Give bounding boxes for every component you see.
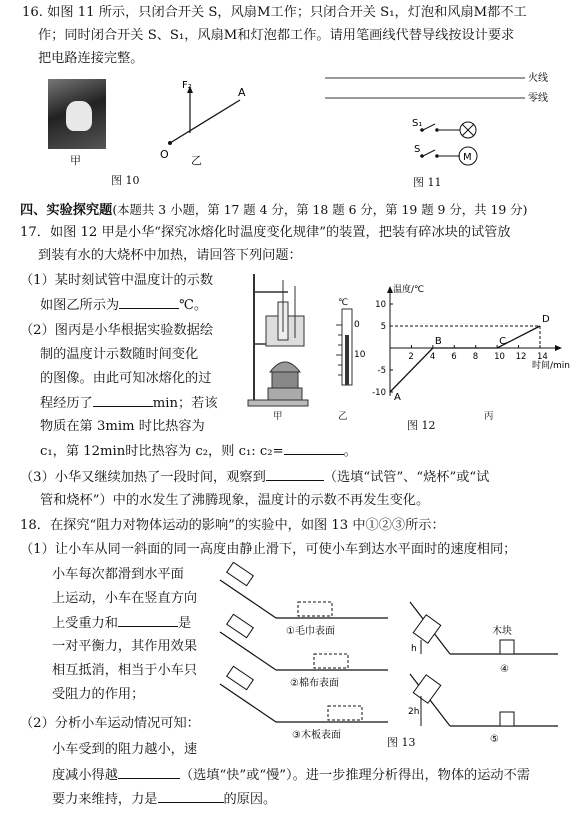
fig12-caption: 图 12 — [407, 419, 436, 432]
thermometer — [326, 295, 366, 405]
q16-line-3: 把电路连接完整。 — [38, 51, 144, 66]
x-tick-label-10: 10 — [494, 352, 505, 362]
y-tick-label--5: -5 — [377, 366, 386, 376]
q17-p1a: （1）某时刻试管中温度计的示数 — [20, 273, 214, 288]
x-tick-label-8: 8 — [472, 352, 479, 362]
q17-p2d2: min；若该 — [152, 396, 218, 411]
section4-title: 四、实验探究题 — [20, 203, 113, 218]
fig10-caption: 图 10 — [111, 174, 140, 187]
q17-p3a2: （选填“试管”、“烧杯”或“试 — [323, 470, 490, 485]
y-tick-label-10: 10 — [375, 300, 386, 310]
blank-heat-ratio[interactable] — [284, 441, 344, 455]
q18-p1b: 小车每次都滑到水平面 — [52, 567, 184, 582]
s-label: S — [414, 144, 421, 155]
surface-cotton: ②棉布表面 — [290, 678, 339, 689]
faucet-photo — [48, 79, 106, 149]
temperature-time-chart — [370, 282, 570, 407]
q18-p2d2: 的原因。 — [223, 792, 277, 807]
q17-p1c: ℃。 — [179, 298, 208, 313]
q17-p2a: （2）图丙是小华根据实验数据绘 — [20, 323, 214, 338]
fig12-label-jia: 甲 — [273, 411, 283, 422]
x-tick-label-2: 2 — [408, 352, 414, 362]
thermo-unit: ℃ — [338, 298, 349, 308]
q17-p2e: 物质在第 3mim 时比热容为 — [40, 419, 205, 434]
q18-line-1: 18．在探究“阻力对物体运动的影响”的实验中，如图 13 中①②③所示： — [20, 518, 445, 533]
q18-p2c2: （选填“快”或“慢”）。进一步推理分析得出，物体的运动不需 — [179, 768, 530, 783]
q17-p1b: 如图乙所示为 — [40, 298, 120, 313]
y-axis-label: 温度/℃ — [393, 285, 425, 295]
point-label-B: B — [434, 336, 442, 347]
section4-note: (本题共 3 小题，第 17 题 4 分，第 18 题 6 分，第 19 题 9 分，共 19 分) — [112, 202, 528, 217]
q18-p1e: 一对平衡力，其作用效果 — [52, 639, 198, 654]
blank-force-role[interactable] — [158, 789, 224, 803]
motor-label: M — [463, 152, 472, 163]
blank-temperature[interactable] — [119, 295, 179, 309]
ramp4-label: ④ — [500, 664, 509, 675]
ramp-block-h — [410, 602, 558, 675]
ramp-block-2h — [408, 674, 558, 745]
x-tick-label-14: 14 — [537, 352, 548, 362]
circuit-diagram — [320, 66, 570, 176]
fig13-caption: 图 13 — [387, 736, 416, 749]
q18-p1g: 受阻力的作用； — [52, 687, 145, 702]
q17-p2d1: 程经历了 — [40, 396, 93, 411]
q18-p1f: 相互抵消，相当于小车只 — [52, 663, 198, 678]
point-label-D: D — [542, 314, 550, 325]
f2-label: F₂ — [182, 80, 192, 91]
hand-shape — [66, 101, 92, 131]
height-2h: 2h — [408, 707, 420, 717]
zero-line-label: 零线 — [528, 93, 548, 104]
x-tick-label-6: 6 — [451, 352, 457, 362]
q18-p2d1: 要力来维持，力是 — [52, 792, 158, 807]
s1-label: S₁ — [412, 118, 423, 129]
q17-line-2: 到装有水的大烧杯中加热，请回答下列问题： — [38, 248, 302, 263]
a-label: A — [238, 86, 246, 99]
ramp-diagrams — [218, 562, 578, 750]
thermo-tick-10: 10 — [354, 350, 366, 360]
point-label-C: C — [499, 336, 507, 347]
q17-p2c: 的图像。由此可知冰熔化的过 — [40, 371, 212, 386]
thermo-tick-0: 0 — [354, 320, 360, 330]
point-label-A: A — [394, 392, 401, 403]
y-tick-label--10: -10 — [372, 388, 386, 398]
o-label: O — [160, 148, 169, 161]
q16-line-1: 16. 如图 11 所示，只闭合开关 S，风扇M工作；只闭合开关 S₁，灯泡和风扇M都不工 — [22, 5, 527, 20]
q17-p2b: 制的温度计示数随时间变化 — [40, 347, 199, 362]
heating-apparatus — [240, 272, 320, 412]
q17-p2f2: 。 — [343, 444, 357, 459]
ramp5-label: ⑤ — [490, 734, 499, 745]
block-label: 木块 — [492, 626, 512, 637]
q17-line-1: 17．如图 12 甲是小华“探究冰熔化时温度变化规律”的装置，把装有碎冰块的试管放 — [20, 225, 511, 240]
x-axis-label: 时间/min — [532, 361, 570, 371]
fire-line-label: 火线 — [528, 73, 548, 84]
q18-p2a: （2）分析小车运动情况可知： — [20, 716, 200, 731]
blank-boiling[interactable] — [266, 467, 324, 481]
x-axis-arrow — [555, 345, 562, 351]
blank-speed-change[interactable] — [118, 765, 180, 779]
q18-p1a: （1）让小车从同一斜面的同一高度由静止滑下，可使小车到达水平面时的速度相同； — [20, 542, 517, 557]
y-tick-label-5: 5 — [380, 322, 386, 332]
fig11-caption: 图 11 — [413, 176, 442, 189]
q18-p1d1: 上受重力和 — [52, 616, 118, 631]
fig12-label-yi: 乙 — [338, 411, 348, 422]
q17-p3a1: （3）小华又继续加热了一段时间，观察到 — [20, 470, 266, 485]
q16-line-2: 作；同时闭合开关 S、S₁，风扇M和灯泡都工作。请用笔画线代替导线按设计要求 — [38, 28, 515, 43]
q18-p2b: 小车受到的阻力越小，速 — [52, 742, 198, 757]
height-h: h — [411, 644, 417, 654]
surface-wood: ③木板表面 — [292, 730, 341, 741]
blank-balance-force[interactable] — [118, 613, 178, 627]
fig12-label-bing: 丙 — [484, 411, 494, 422]
q17-p2f1: c₁，第 12min时比热容为 c₂，则 c₁: c₂= — [40, 444, 284, 459]
surface-towel: ①毛巾表面 — [286, 626, 335, 637]
q18-p1c: 上运动，小车在竖直方向 — [52, 591, 198, 606]
q18-p1d2: 是 — [177, 616, 192, 631]
q17-p3b: 管和烧杯”）中的水发生了沸腾现象，温度计的示数不再发生变化。 — [40, 493, 430, 508]
q18-p2c1: 度减小得越 — [52, 768, 118, 783]
blank-melting-time[interactable] — [93, 393, 153, 407]
x-tick-label-4: 4 — [429, 352, 436, 362]
fig10-label-jia: 甲 — [70, 154, 81, 167]
x-tick-label-12: 12 — [515, 352, 527, 362]
fig10-label-yi: 乙 — [191, 154, 202, 167]
